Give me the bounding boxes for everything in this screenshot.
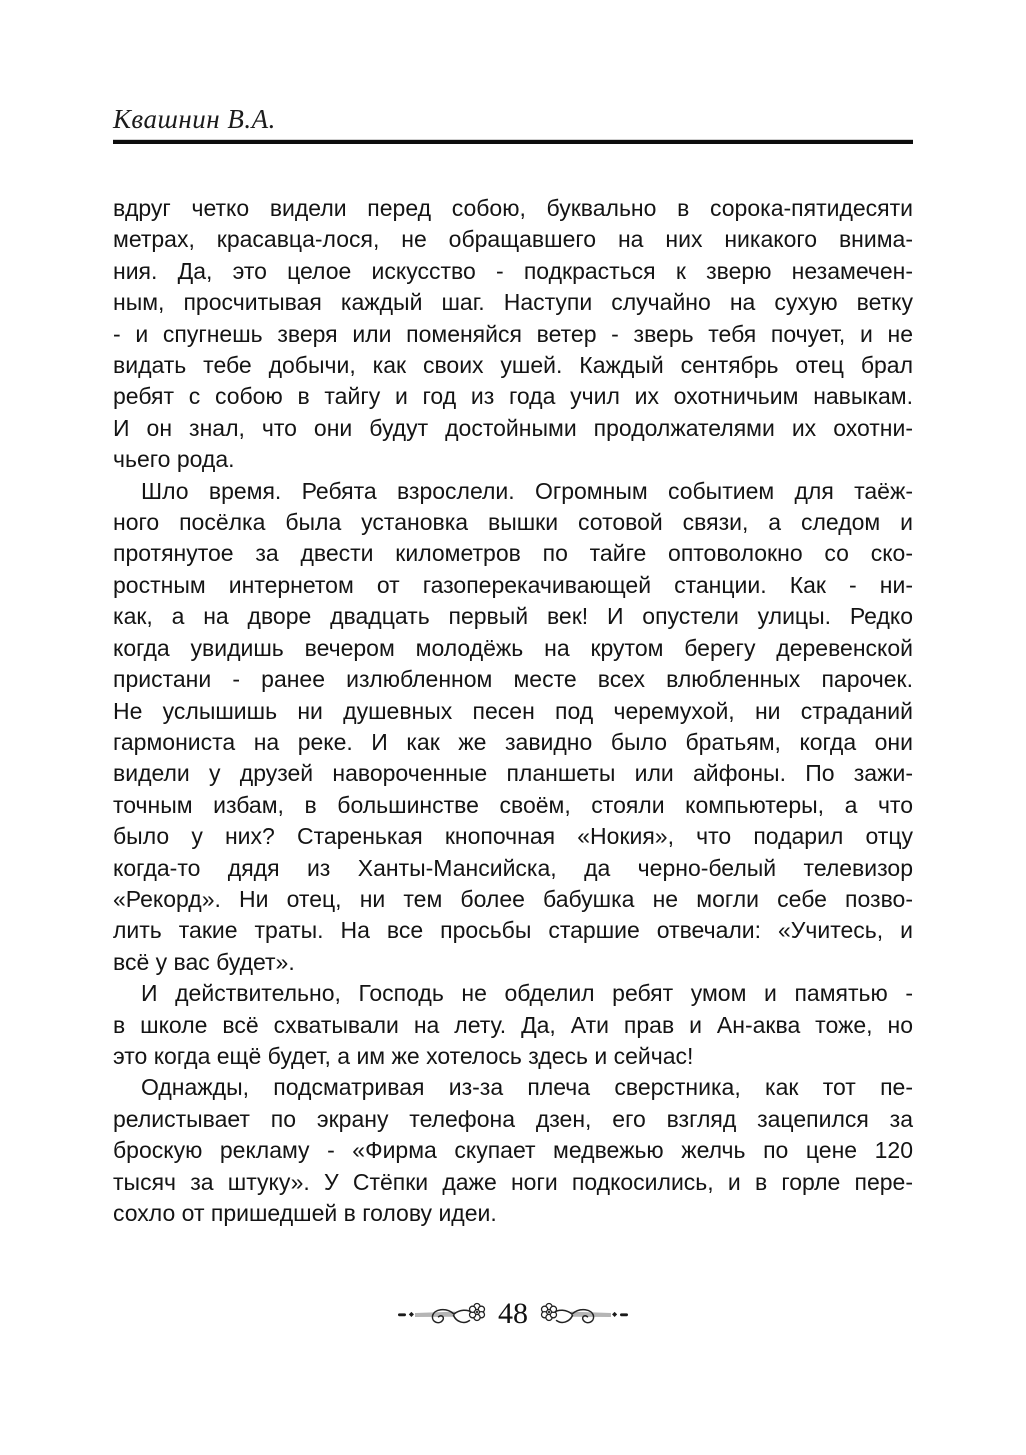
text-line: видели у друзей навороченные планшеты или айфоны. По зажи- <box>113 760 913 787</box>
page-number: 48 <box>498 1297 528 1330</box>
text-line: тысяч за штуку». У Стёпки даже ноги подкосились, и в горле пере- <box>113 1168 913 1195</box>
text-line: как, а на дворе двадцать первый век! И опустели улицы. Редко <box>113 603 913 630</box>
text-line: когда увидишь вечером молодёжь на крутом берегу деревенской <box>113 634 913 661</box>
text-line: «Рекорд». Ни отец, ни тем более бабушка не могли себе позво- <box>113 885 913 912</box>
text-line: было у них? Старенькая кнопочная «Нокия», что подарил отцу <box>113 823 913 850</box>
text-line: ным, просчитывая каждый шаг. Наступи случайно на сухую ветку <box>113 289 913 316</box>
text-line: чьего рода. <box>113 446 235 473</box>
text-line: Шло время. Ребята взрослели. Огромным событием для таёж- <box>141 477 913 504</box>
text-line: броскую рекламу - «Фирма скупает медвежью желчь по цене 120 <box>113 1137 913 1164</box>
text-line: ростным интернетом от газоперекачивающей станции. Как - ни- <box>113 571 913 598</box>
text-line: релистывает по экрану телефона дзен, его взгляд зацепился за <box>113 1105 913 1132</box>
text-line: Не услышишь ни душевных песен под черемухой, ни страданий <box>113 697 913 724</box>
flourish-left-icon <box>397 1297 489 1333</box>
text-line: когда-то дядя из Ханты-Мансийска, да черно-белый телевизор <box>113 854 913 881</box>
running-head-author: Квашнин В.А. <box>113 104 276 134</box>
flourish-right-icon <box>537 1297 629 1333</box>
text-line: в школе всё схватывали на лету. Да, Ати прав и Ан-аква тоже, но <box>113 1011 913 1038</box>
text-line: видать тебе добычи, как своих ушей. Каждый сентябрь отец брал <box>113 352 913 379</box>
text-line: ребят с собою в тайгу и год из года учил их охотничьим навыкам. <box>113 383 913 410</box>
text-line: всё у вас будет». <box>113 948 295 975</box>
text-line: Однажды, подсматривая из-за плеча сверстника, как тот пе- <box>141 1074 913 1101</box>
text-line: протянутое за двести километров по тайге оптоволокно со ско- <box>113 540 913 567</box>
text-line: метрах, красавца-лося, не обращавшего на них никакого внима- <box>113 226 913 253</box>
body-text <box>113 193 913 1229</box>
text-line: сохло от пришедшей в голову идеи. <box>113 1200 497 1226</box>
header-rule <box>113 139 913 144</box>
text-line: - и спугнешь зверя или поменяйся ветер - зверь тебя почует, и не <box>113 320 913 347</box>
text-line: пристани - ранее излюбленном месте всех влюбленных парочек. <box>113 666 913 693</box>
text-line: это когда ещё будет, а им же хотелось здесь и сейчас! <box>113 1042 694 1069</box>
paragraph <box>113 978 913 1072</box>
text-line: ного посёлка была установка вышки сотовой связи, а следом и <box>113 509 913 536</box>
paragraph <box>113 476 913 979</box>
paragraph <box>113 1072 913 1229</box>
text-line: гармониста на реке. И как же завидно было братьям, когда они <box>113 728 913 755</box>
text-line: лить такие траты. На все просьбы старшие отвечали: «Учитесь, и <box>113 917 913 944</box>
page-header <box>113 0 913 144</box>
page-footer <box>0 1297 1026 1333</box>
text-line: И он знал, что они будут достойными продолжателями их охотни- <box>113 414 913 441</box>
text-line: И действительно, Господь не обделил ребят умом и памятью - <box>141 980 913 1007</box>
text-line: точным избам, в большинстве своём, стояли компьютеры, а что <box>113 791 913 818</box>
paragraph <box>113 193 913 476</box>
text-line: вдруг четко видели перед собою, буквально в сорока-пятидесяти <box>113 195 913 221</box>
text-line: ния. Да, это целое искусство - подкрасться к зверю незамечен- <box>113 257 913 284</box>
